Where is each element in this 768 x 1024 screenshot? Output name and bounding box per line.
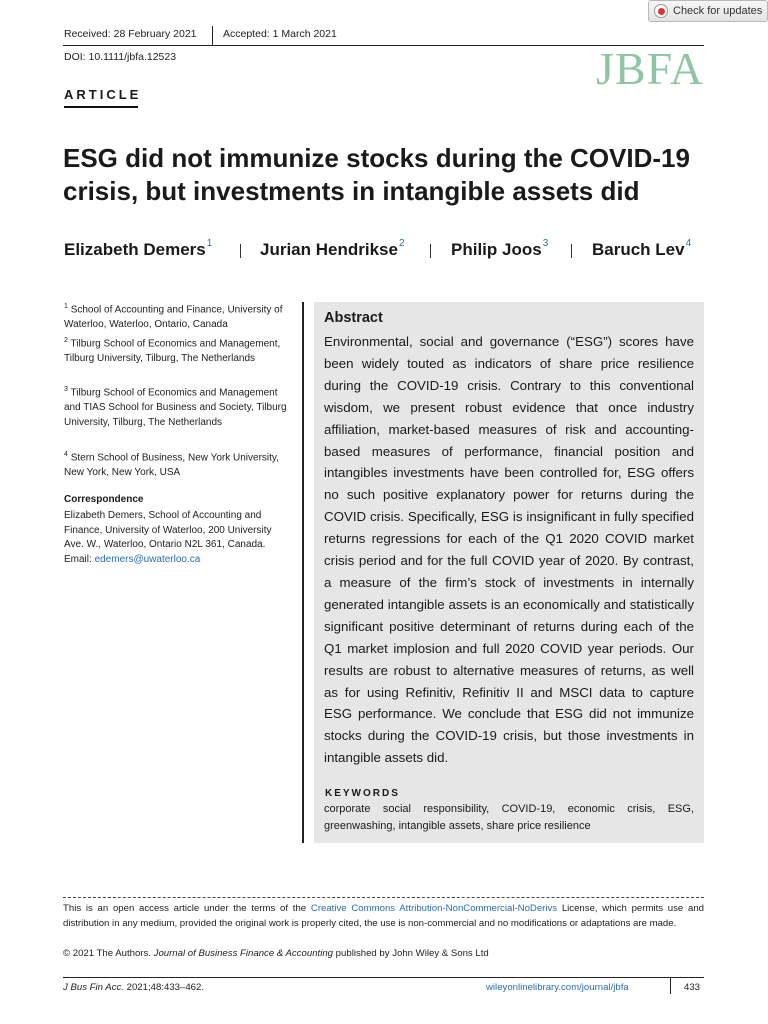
check-for-updates-label: Check for updates — [673, 5, 763, 17]
license-text: This is an open access article under the terms of the Creative Commons Attribution-NonCommercial-NoDerivs License, which permits use and distribution in any medium, provided the original work is properly cited, the use is non-commercial and no modifications or adaptations are made. — [63, 903, 704, 929]
header-separator — [212, 26, 213, 46]
received-date: Received: 28 February 2021 — [64, 28, 197, 40]
section-label: ARTICLE — [64, 87, 142, 102]
abstract-text: Environmental, social and governance (“ESG”) scores have been widely touted as indicators of share price resilience during the COVID-19 crisis. Contrary to this conventional wisdom, we present robust evidence that once industry affiliation, market-based measures of risk and accounting-based measures of performance, financial position and intangibles investments have been controlled for, ESG offers no such positive explanatory power for returns during the COVID crisis. Specifically, ESG is insignificant in fully specified returns regressions for each of the Q1 2020 COVID market crisis period and for the full COVID year of 2020. By contrast, a measure of the firm’s stock of investments in internally generated intangible assets is an economically and statistically significant positive determinant of returns during each of the Q1 market implosion and full 2020 COVID year periods. Our results are robust to alternative measures of returns, as well as for using Refinitiv, Refinitiv II and MSCI data to capture ESG performance. We conclude that ESG did not immunize stocks during the COVID-19 crisis, but those investments in intangible assets did. — [324, 334, 694, 766]
footer-dashed-rule — [63, 897, 704, 898]
section-underline — [64, 106, 138, 108]
author-separator — [240, 244, 241, 258]
accepted-date: Accepted: 1 March 2021 — [223, 28, 337, 40]
check-for-updates-button[interactable] — [648, 0, 768, 22]
license-link[interactable]: Creative Commons Attribution-NonCommercial-NoDerivs — [310, 903, 558, 914]
author-separator — [430, 244, 431, 258]
author-4[interactable]: Baruch Lev$^4$ — [592, 238, 692, 259]
keywords-text: corporate social responsibility, COVID-19, economic crisis, ESG, greenwashing, intangible assets, share price resilience — [324, 803, 694, 832]
author-3-affiliation-ref[interactable]: 3 — [542, 238, 549, 249]
affiliation-2: $^2$ Tilburg School of Economics and Management, Tilburg University, Tilburg, The Netherlands — [64, 337, 281, 365]
affiliation-4: $^4$ Stern School of Business, New York University, New York, New York, USA — [64, 451, 279, 479]
affiliation-1: $^1$ School of Accounting and Finance, University of Waterloo, Waterloo, Ontario, Canada — [64, 303, 283, 331]
affiliation-3: $^3$ Tilburg School of Economics and Management and TIAS School for Business and Society, Tilburg University, Tilburg, The Netherlands — [64, 386, 287, 429]
column-divider — [302, 302, 304, 843]
journal-url-link[interactable]: wileyonlinelibrary.com/journal/jbfa — [486, 982, 629, 993]
doi[interactable]: DOI: 10.1111/jbfa.12523 — [64, 51, 177, 63]
check-updates-icon — [654, 4, 668, 18]
author-3[interactable]: Philip Joos$^3$ — [451, 238, 549, 259]
citation: J Bus Fin Acc. 2021;48:433–462. — [63, 982, 204, 993]
page-number: 433 — [684, 982, 701, 993]
paper-title: ESG did not immunize stocks during the COVID-19 crisis, but investments in intangible assets did — [63, 143, 690, 206]
author-list — [64, 240, 724, 264]
abstract-heading: Abstract — [324, 310, 383, 326]
author-2-affiliation-ref[interactable]: 2 — [398, 238, 405, 249]
footer-rule — [63, 977, 704, 978]
correspondence-text: Elizabeth Demers, School of Accounting and Finance, University of Waterloo, 200 University Ave. W., Waterloo, Ontario N2L 361, Canada. Email: edemers@uwaterloo.ca — [64, 510, 272, 565]
keywords-heading: KEYWORDS — [325, 788, 400, 799]
author-1-affiliation-ref[interactable]: 1 — [206, 238, 213, 249]
correspondence-email-link[interactable]: edemers@uwaterloo.ca — [94, 553, 201, 565]
author-1[interactable]: Elizabeth Demers$^1$ — [64, 238, 213, 259]
journal-logo: JBFA — [596, 43, 704, 94]
author-2[interactable]: Jurian Hendrikse$^2$ — [260, 238, 405, 259]
footer-separator — [670, 978, 671, 994]
correspondence-heading: Correspondence — [64, 494, 144, 505]
author-separator — [571, 244, 572, 258]
author-4-affiliation-ref[interactable]: 4 — [685, 238, 692, 249]
copyright-text: © 2021 The Authors. Journal of Business Finance & Accounting published by John Wiley & Sons Ltd — [63, 948, 489, 959]
